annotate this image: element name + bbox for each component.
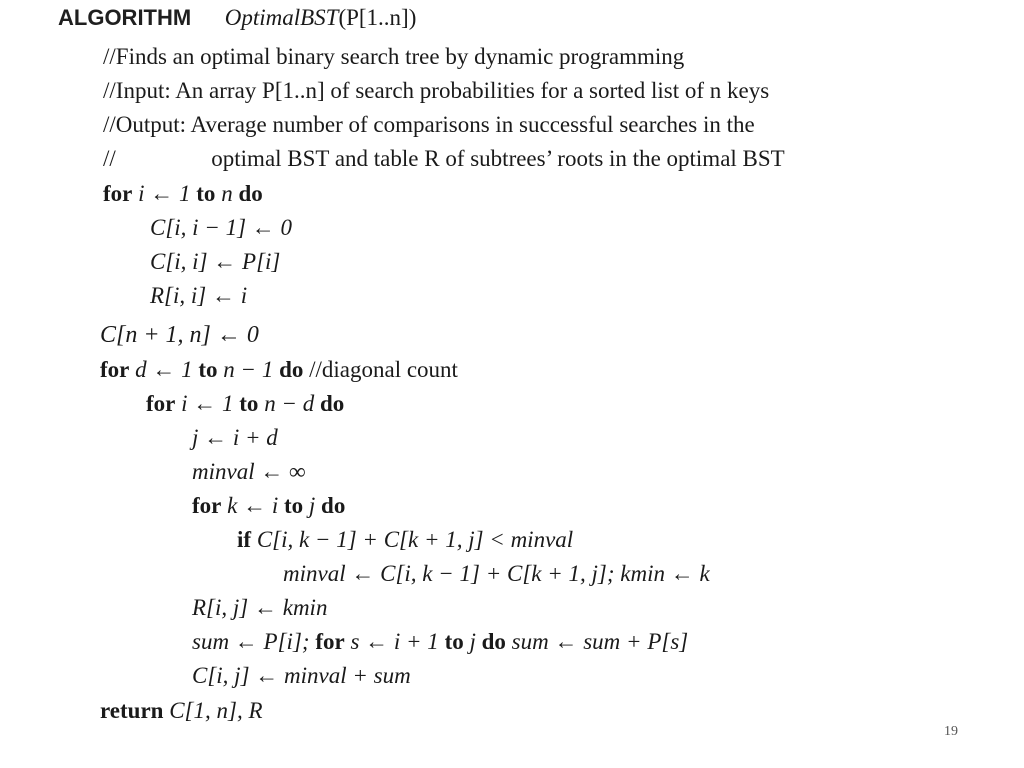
keyword: do: [481, 629, 506, 654]
code-text: i ← 1: [132, 181, 197, 206]
keyword: to: [239, 391, 259, 416]
code-text: i ← 1: [175, 391, 240, 416]
algorithm-header: [58, 4, 416, 32]
code-text: sum ← P[i];: [192, 629, 316, 654]
code-text: j: [463, 629, 482, 654]
algorithm-name: OptimalBST: [224, 5, 339, 30]
code-line: R[i, j] ← kmin: [192, 595, 328, 620]
code-text: k ← i: [221, 493, 284, 518]
code-line: [103, 180, 263, 208]
keyword: to: [198, 357, 218, 382]
code-line: C[i, i] ← P[i]: [150, 249, 281, 274]
code-text: n − 1: [217, 357, 280, 382]
comment-line: //Input: An array P[1..n] of search probabilities for a sorted list of n keys: [103, 78, 770, 103]
code-line: minval ← ∞: [192, 459, 306, 484]
code-line: [100, 697, 263, 725]
keyword: for: [192, 493, 222, 518]
code-text: sum ← sum + P[s]: [505, 629, 689, 654]
code-line: [192, 492, 345, 520]
comment-slashes: //: [103, 146, 116, 171]
inline-comment: //diagonal count: [303, 357, 458, 382]
code-line: j ← i + d: [192, 425, 278, 450]
keyword: to: [283, 493, 304, 518]
comment-line: //Output: Average number of comparisons in successful searches in the: [103, 112, 755, 137]
keyword: for: [103, 181, 133, 206]
code-line: R[i, i] ← i: [150, 283, 248, 308]
algorithm-keyword: ALGORITHM: [58, 5, 192, 30]
keyword: do: [321, 493, 346, 518]
keyword: for: [100, 357, 130, 382]
code-line: minval ← C[i, k − 1] + C[k + 1, j]; kmin ← k: [283, 561, 710, 586]
keyword: for: [146, 391, 176, 416]
code-line: [192, 628, 688, 656]
keyword: do: [238, 181, 263, 206]
code-line: C[n + 1, n] ← 0: [100, 322, 259, 348]
keyword: return: [100, 698, 164, 723]
keyword: if: [237, 527, 252, 552]
keyword: to: [196, 181, 216, 206]
code-text: j: [303, 493, 322, 518]
comment-line: [103, 145, 785, 173]
code-line: C[i, j] ← minval + sum: [192, 663, 411, 688]
algorithm-params: (P[1..n]): [338, 5, 417, 30]
comment-line: //Finds an optimal binary search tree by dynamic programming: [103, 44, 685, 69]
code-line: [146, 390, 344, 418]
comment-continuation: optimal BST and table R of subtrees’ roots in the optimal BST: [211, 146, 785, 171]
code-text: C[i, k − 1] + C[k + 1, j] < minval: [251, 527, 574, 552]
code-line: [237, 526, 573, 554]
code-text: n: [215, 181, 239, 206]
keyword: do: [319, 391, 345, 416]
code-line: C[i, i − 1] ← 0: [150, 215, 293, 240]
code-text: d ← 1: [129, 357, 199, 382]
code-text: n − d: [258, 391, 320, 416]
keyword: to: [444, 629, 464, 654]
code-text: C[1, n], R: [163, 698, 263, 723]
keyword: for: [315, 629, 345, 654]
code-line: [100, 356, 458, 384]
page-number: 19: [944, 724, 958, 739]
keyword: do: [279, 357, 304, 382]
code-text: s ← i + 1: [344, 629, 445, 654]
